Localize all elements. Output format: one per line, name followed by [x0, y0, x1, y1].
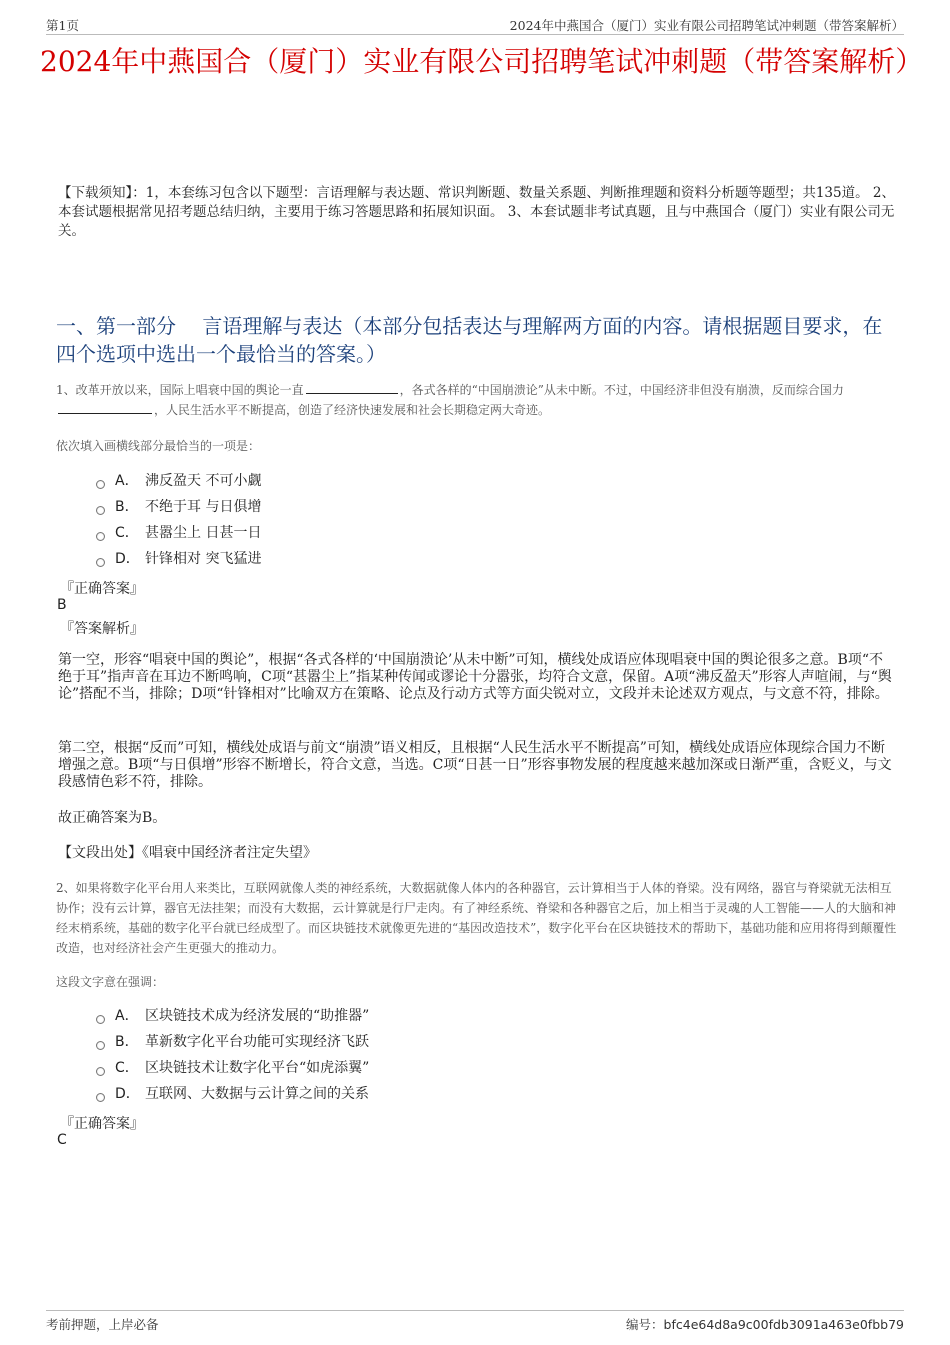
q1-analysis-label: 『答案解析』 — [60, 621, 144, 637]
q2-option-b[interactable]: B． 革新数字化平台功能可实现经济飞跃 — [96, 1029, 369, 1055]
q2-options — [96, 1003, 369, 1107]
radio-icon[interactable] — [96, 1015, 105, 1024]
radio-icon[interactable] — [96, 1067, 105, 1076]
q2-option-a[interactable]: A． 区块链技术成为经济发展的“助推器” — [96, 1003, 369, 1029]
question-1-text — [56, 380, 898, 420]
radio-icon[interactable] — [96, 532, 105, 541]
radio-icon[interactable] — [96, 506, 105, 515]
q1-text-b: ，各式各样的“中国崩溃论”从未中断。不过，中国经济非但没有崩溃，反而综合国力 — [399, 383, 844, 397]
q2-option-d[interactable]: D． 互联网、大数据与云计算之间的关系 — [96, 1081, 369, 1107]
q1-blank-2 — [58, 401, 152, 414]
header-doc-title: 2024年中燕国合（厦门）实业有限公司招聘笔试冲刺题（带答案解析） — [509, 18, 904, 33]
q2-answer-label: 『正确答案』 — [60, 1116, 144, 1132]
q2-prompt: 这段文字意在强调： — [56, 975, 165, 989]
q1-option-d[interactable]: D． 针锋相对 突飞猛进 — [96, 546, 261, 572]
q1-source: 【文段出处】《唱衰中国经济者注定失望》 — [58, 845, 317, 861]
footer-slogan: 考前押题，上岸必备 — [46, 1317, 159, 1332]
page-title: 2024年中燕国合（厦门）实业有限公司招聘笔试冲刺题（带答案解析） — [40, 45, 924, 78]
radio-icon[interactable] — [96, 1041, 105, 1050]
radio-icon[interactable] — [96, 1093, 105, 1102]
download-notice: 【下载须知】：1，本套练习包含以下题型：言语理解与表达题、常识判断题、数量关系题、判断推理题和资料分析题等题型；共135道。 2、本套试题根据常见招考题总结归纳，主要用于练习答题思路和拓展知识面。 3、本套试题非考试真题，且与中燕国合（厦门）实业有限公司无关。 — [58, 185, 895, 239]
q1-prompt: 依次填入画横线部分最恰当的一项是： — [56, 439, 261, 453]
radio-icon[interactable] — [96, 480, 105, 489]
page-number: 第1页 — [46, 18, 79, 33]
q2-option-c[interactable]: C． 区块链技术让数字化平台“如虎添翼” — [96, 1055, 369, 1081]
q1-option-c[interactable]: C． 甚嚣尘上 日甚一日 — [96, 520, 261, 546]
radio-icon[interactable] — [96, 558, 105, 567]
page-footer — [46, 1310, 904, 1335]
q1-answer-label: 『正确答案』 — [60, 581, 144, 597]
section-title: 一、第一部分 言语理解与表达（本部分包括表达与理解两方面的内容。请根据题目要求，在四个选项中选出一个最恰当的答案。） — [56, 314, 883, 366]
question-2-text: 2、如果将数字化平台用人来类比，互联网就像人类的神经系统，大数据就像人体内的各种器官，云计算相当于人体的脊梁。没有网络，器官与脊梁就无法相互协作；没有云计算，器官无法挂架；而没有大数据，云计算就是行尸走肉。有了神经系统、脊梁和各种器官之后，加上相当于灵魂的人工智能——人的大脑和神经末梢系统，基础的数字化平台就已经成型了。而区块链技术就像更先进的“基因改造技术”，数字化平台在区块链技术的帮助下，基础功能和应用将得到颠覆性改造，也对经济社会产生更强大的推动力。 — [56, 881, 897, 955]
page-header — [46, 14, 904, 35]
footer-code: 编号：bfc4e64d8a9c00fdb3091a463e0fbb79 — [626, 1317, 904, 1332]
q1-analysis-p1: 第一空，形容“唱衰中国的舆论”，根据“各式各样的‘中国崩溃论’从未中断”可知，横线处成语应体现唱衰中国的舆论很多之意。B项“不绝于耳”指声音在耳边不断鸣响，C项“甚嚣尘上”指某种传闻或谬论十分嚣张，均符合文意，保留。A项“沸反盈天”形容人声喧闹，与“舆论”搭配不当，排除；D项“针锋相对”比喻双方在策略、论点及行动方式等方面尖锐对立，文段并未论述双方观点，与文意不符，排除。 — [58, 652, 892, 702]
q1-analysis-p3: 故正确答案为B。 — [58, 810, 167, 826]
q1-analysis-p2: 第二空，根据“反而”可知，横线处成语与前文“崩溃”语义相反，且根据“人民生活水平不断提高”可知，横线处成语应体现综合国力不断增强之意。B项“与日俱增”形容不断增长，符合文意，当选。C项“日甚一日”形容事物发展的程度越来越加深或日渐严重，含贬义，与文段感情色彩不符，排除。 — [58, 740, 892, 790]
q1-option-a[interactable]: A． 沸反盈天 不可小觑 — [96, 468, 261, 494]
q1-text-a: 1、改革开放以来，国际上唱衰中国的舆论一直 — [56, 383, 304, 397]
q1-answer: B — [57, 597, 67, 613]
q1-option-b[interactable]: B． 不绝于耳 与日俱增 — [96, 494, 261, 520]
q1-options — [96, 468, 261, 572]
q2-answer: C — [57, 1132, 67, 1148]
q1-blank-1 — [306, 381, 398, 394]
q1-text-c: ，人民生活水平不断提高，创造了经济快速发展和社会长期稳定两大奇迹。 — [154, 403, 551, 417]
